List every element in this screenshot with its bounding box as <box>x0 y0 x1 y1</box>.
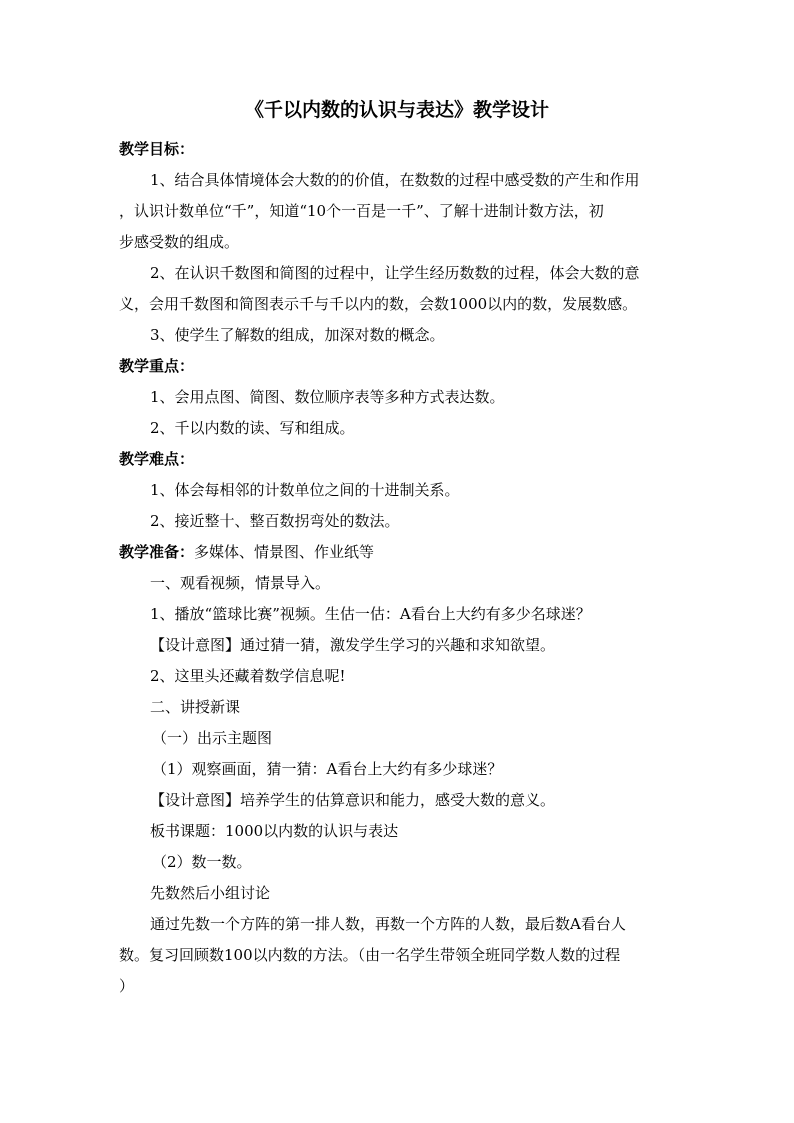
preparation-heading: 教学准备： <box>119 543 195 561</box>
key-point-line: 1、会用点图、简图、数位顺序表等多种方式表达数。 <box>150 388 505 406</box>
process-line: 【设计意图】通过猜一猜，激发学生学习的兴趣和求知欲望。 <box>150 636 556 654</box>
key-point-line: 2、千以内数的读、写和组成。 <box>150 419 355 437</box>
process-line: 数。复习回顾数100以内数的方法。（由一名学生带领全班同学数人数的过程 <box>119 946 621 964</box>
process-line: （一）出示主题图 <box>152 729 273 747</box>
preparation-line <box>119 542 374 562</box>
process-line: 1、播放“篮球比赛”视频。生估一估：A看台上大约有多少名球迷？ <box>150 605 591 623</box>
process-line: （1）观察画面，猜一猜：A看台上大约有多少球迷？ <box>152 760 503 778</box>
document-title: 《千以内数的认识与表达》教学设计 <box>244 99 549 121</box>
objective-line: 2、在认识千数图和简图的过程中，让学生经历数数的过程，体会大数的意 <box>150 264 640 282</box>
process-line: ） <box>119 977 135 995</box>
objective-line: 3、使学生了解数的组成，加深对数的概念。 <box>150 326 445 344</box>
key-points-heading: 教学重点： <box>119 357 195 375</box>
preparation-text: 多媒体、情景图、作业纸等 <box>194 543 375 561</box>
objective-line: 步感受数的组成。 <box>119 233 240 251</box>
objective-line: 义，会用千数图和简图表示千与千以内的数，会数1000以内的数，发展数感。 <box>119 295 638 313</box>
difficulties-heading: 教学难点： <box>119 450 195 468</box>
process-line: 2、这里头还藏着数学信息呢! <box>150 667 346 685</box>
process-line: 【设计意图】培养学生的估算意识和能力，感受大数的意义。 <box>150 791 556 809</box>
objectives-heading: 教学目标： <box>119 140 195 158</box>
difficulty-line: 1、体会每相邻的计数单位之间的十进制关系。 <box>150 481 460 499</box>
objective-line: 1、结合具体情境体会大数的的价值，在数数的过程中感受数的产生和作用 <box>150 171 640 189</box>
process-line: （2）数一数。 <box>152 853 252 871</box>
process-line: 通过先数一个方阵的第一排人数，再数一个方阵的人数，最后数A看台人 <box>150 915 626 933</box>
difficulty-line: 2、接近整十、整百数拐弯处的数法。 <box>150 512 400 530</box>
objective-line: ，认识计数单位“千”，知道“10个一百是一千”、了解十进制计数方法，初 <box>119 202 604 220</box>
process-line: 二、讲授新课 <box>150 698 241 716</box>
process-line: 一、观看视频，情景导入。 <box>150 574 331 592</box>
process-line: 板书课题：1000以内数的认识与表达 <box>150 822 399 840</box>
process-line: 先数然后小组讨论 <box>150 884 271 902</box>
